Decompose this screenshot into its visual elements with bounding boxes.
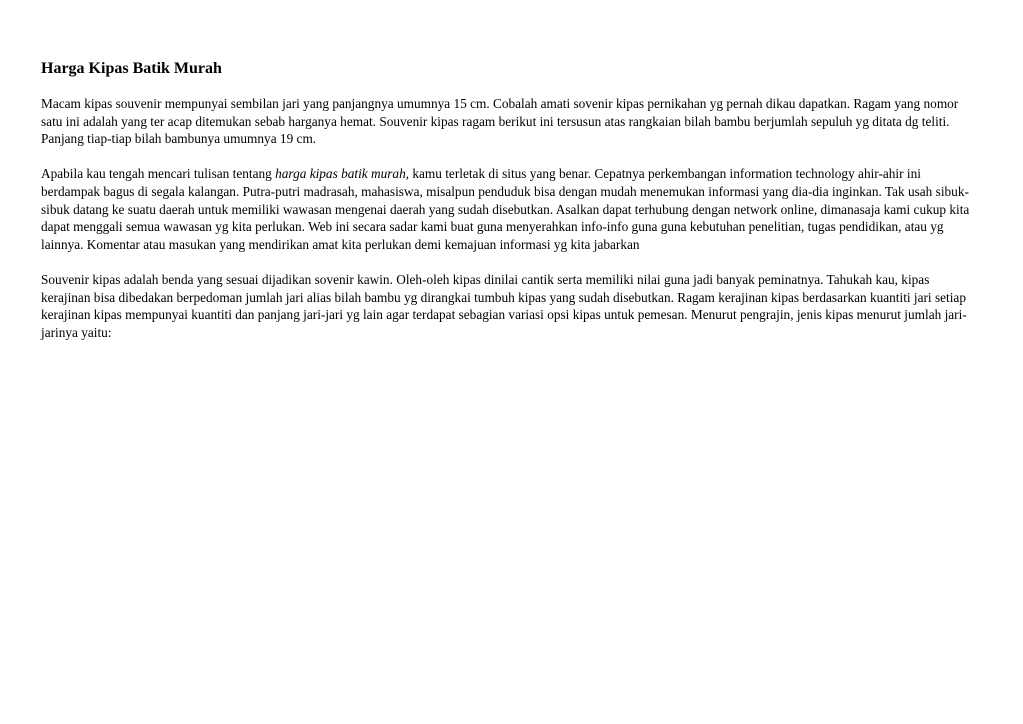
paragraph-intro: Macam kipas souvenir mempunyai sembilan jari yang panjangnya umumnya 15 cm. Cobalah amati sovenir kipas pernikahan yg pernah dikau dapatkan. Ragam yang nomor satu ini adalah yang ter acap ditemukan sebab harganya hemat. Souvenir kipas ragam berikut ini tersusun atas rangkaian bilah bambu berjumlah sepuluh yg ditata dg teliti. Panjang tiap-tiap bilah bambunya umumnya 19 cm. xyxy=(41,96,959,147)
document-page xyxy=(41,58,981,359)
paragraph-context-before: Apabila kau tengah mencari tulisan tentang xyxy=(41,166,276,182)
paragraph-context-emphasis: harga kipas batik murah xyxy=(275,166,406,182)
paragraph-souvenir: Souvenir kipas adalah benda yang sesuai dijadikan sovenir kawin. Oleh-oleh kipas dinilai cantik serta memiliki nilai guna jadi banyak peminatnya. Tahukah kau, kipas kerajinan bisa dibedakan berpedoman jumlah jari alias bilah bambu yg dirangkai tumbuh kipas yang sudah disebutkan. Ragam kerajinan kipas berdasarkan kuantiti jari setiap kerajinan kipas mempunyai kuantiti dan panjang jari-jari yg lain agar terdapat sebagian variasi opsi kipas untuk pemesan. Menurut pengrajin, jenis kipas menurut jumlah jari-jarinya yaitu: xyxy=(41,271,967,340)
paragraph-context xyxy=(41,165,981,253)
document-title: Harga Kipas Batik Murah xyxy=(41,60,222,77)
paragraph-context-after: , kamu terletak di situs yang benar. Cepatnya perkembangan information technology ahir-ahir ini berdampak bagus di segala kalangan. Putra-putri madrasah, mahasiswa, misalpun penduduk bisa dengan mudah menemukan informasi yang dia-dia inginkan. Tak usah sibuk-sibuk datang ke suatu daerah untuk memiliki wawasan mengenai daerah yang sudah disebutkan. Asalkan dapat terhubung dengan network online, dimanasaja kami cukup kita dapat menggali semua wawasan yg kita perlukan. Web ini secara sadar kami buat guna menyerahkan info-info guna guna kebutuhan penelitian, tugas pendidikan, atau yg lainnya. Komentar atau masukan yang mendirikan amat kita perlukan demi kemajuan informasi yg kita jabarkan xyxy=(41,166,970,252)
